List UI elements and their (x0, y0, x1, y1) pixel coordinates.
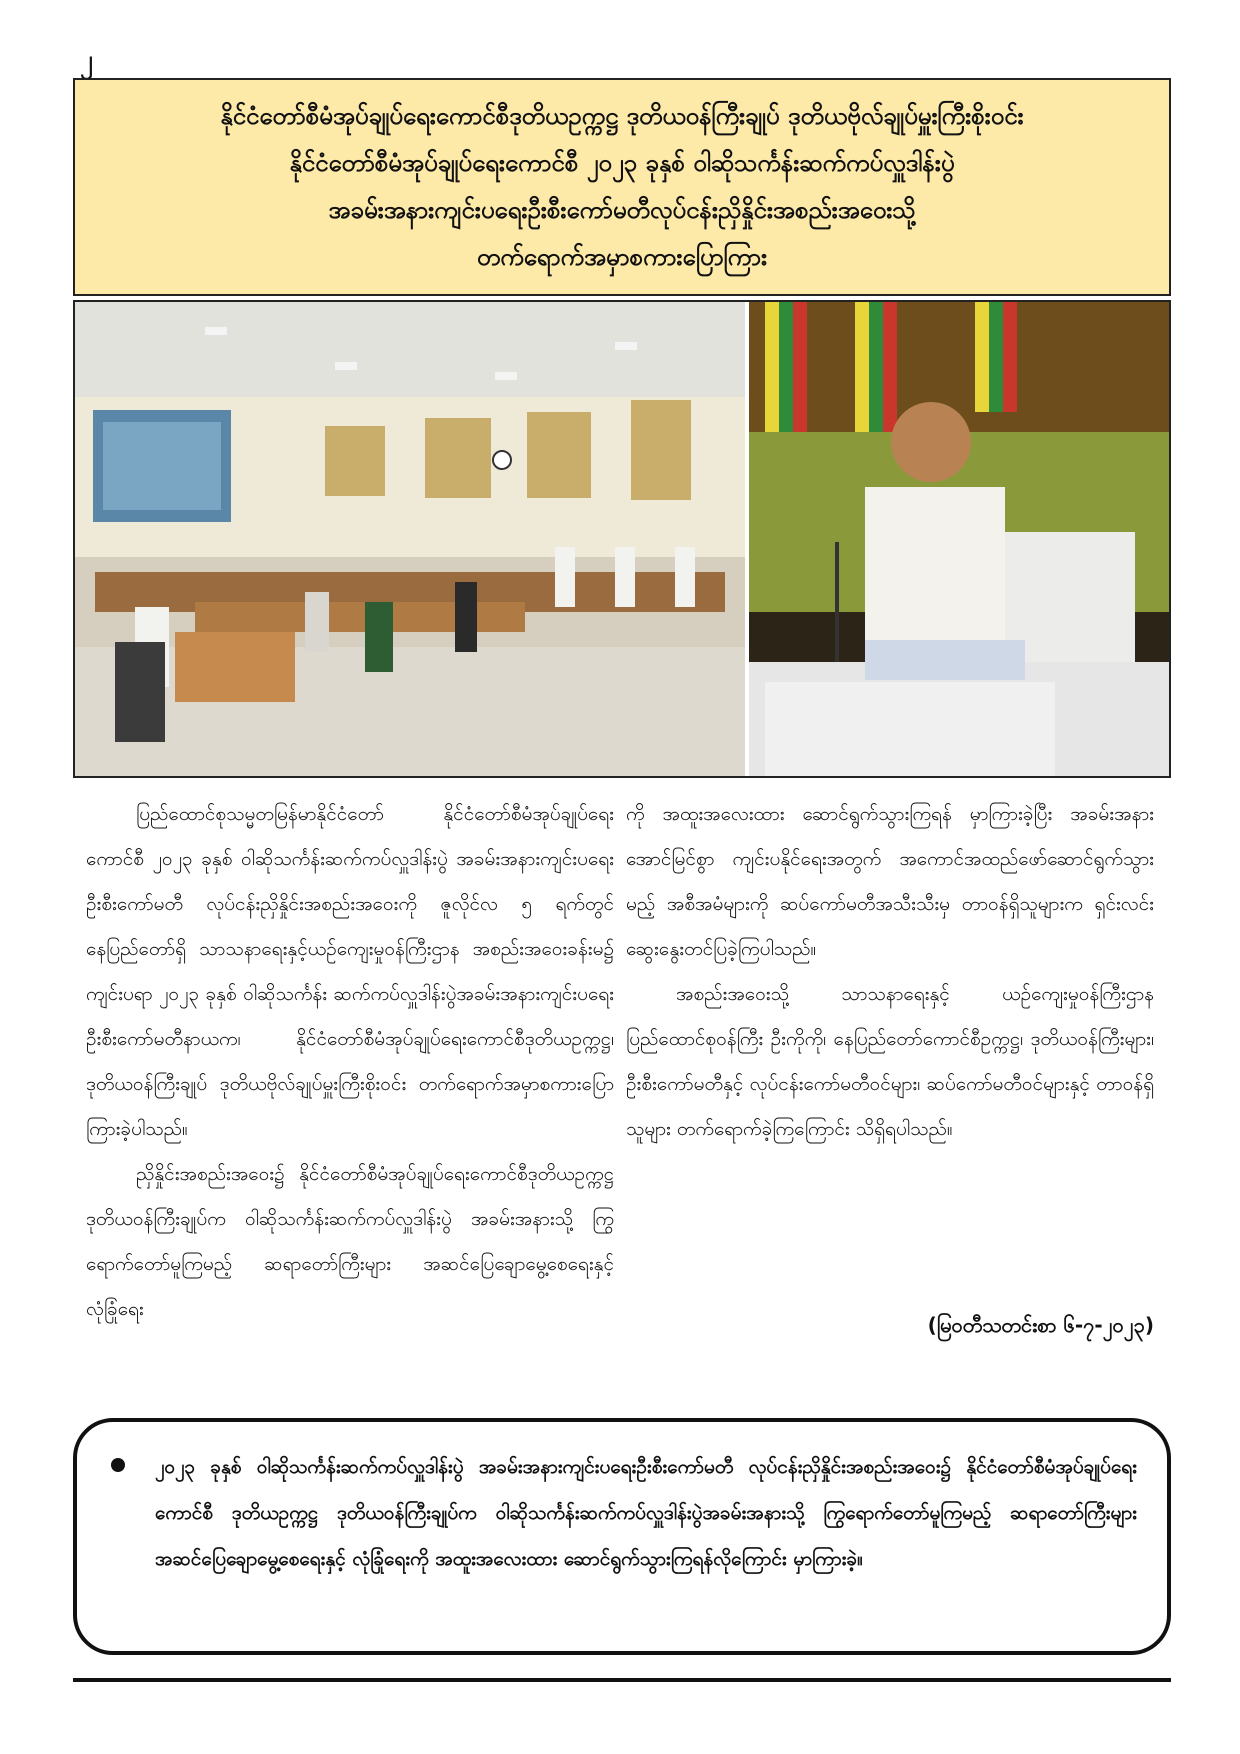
article-paragraph-2: ညှိနှိုင်းအစည်းအဝေး၌ နိုင်ငံတော်စီမံအုပ်ချုပ်ရေးကောင်စီဒုတိယဥက္ကဋ္ဌ ဒုတိယဝန်ကြီးချုပ်က ဝါဆိုသင်္ကန်းဆက်ကပ်လှူဒါန်းပွဲ အခမ်းအနားသို့ ကြွရောက်တော်မူကြမည့် ဆရာတော်ကြီးများ အဆင်ပြေချောမွေ့စေရေးနှင့် လုံခြုံရေး (86, 1163, 614, 1320)
speaker-photo (749, 302, 1169, 776)
meeting-hall-photo (75, 302, 745, 776)
article-column-left (86, 792, 614, 1332)
page-number: ၂ (80, 45, 93, 75)
article-paragraph-1: ပြည်ထောင်စုသမ္မတမြန်မာနိုင်ငံတော် နိုင်ငံတော်စီမံအုပ်ချုပ်ရေးကောင်စီ ၂၀၂၃ ခုနှစ် ဝါဆိုသင်္ကန်းဆက်ကပ်လှူဒါန်းပွဲ အခမ်းအနားကျင်းပရေးဦးစီးကော်မတီ လုပ်ငန်းညှိနှိုင်းအစည်းအဝေးကို ဇူလိုင်လ ၅ ရက်တွင် နေပြည်တော်ရှိ သာသနာရေးနှင့်ယဉ်ကျေးမှုဝန်ကြီးဌာန အစည်းအဝေးခန်းမ၌ ကျင်းပရာ ၂၀၂၃ ခုနှစ် ဝါဆိုသင်္ကန်း ဆက်ကပ်လှူဒါန်းပွဲအခမ်းအနားကျင်းပရေး ဦးစီးကော်မတီနာယက၊ နိုင်ငံတော်စီမံအုပ်ချုပ်ရေးကောင်စီဒုတိယဥက္ကဋ္ဌ၊ ဒုတိယဝန်ကြီးချုပ် ဒုတိယဗိုလ်ချုပ်မှူးကြီးစိုးဝင်း တက်ရောက်အမှာစကားပြောကြားခဲ့ပါသည်။ (86, 803, 614, 1140)
headline-line-1: နိုင်ငံတော်စီမံအုပ်ချုပ်ရေးကောင်စီဒုတိယဥက္ကဋ္ဌ ဒုတိယဝန်ကြီးချုပ် ဒုတိယဗိုလ်ချုပ်မှူးကြီးစိုးဝင်း (220, 102, 1024, 130)
headline-line-2: နိုင်ငံတော်စီမံအုပ်ချုပ်ရေးကောင်စီ ၂၀၂၃ ခုနှစ် ဝါဆိုသင်္ကန်းဆက်ကပ်လှူဒါန်းပွဲ (289, 149, 955, 177)
news-source: (မြဝတီသတင်းစာ ၆-၇-၂၀၂၃) (927, 1313, 1154, 1337)
article-column-right (626, 792, 1154, 1152)
headline-line-3: အခမ်းအနားကျင်းပရေးဦးစီးကော်မတီလုပ်ငန်းညှိနှိုင်းအစည်းအဝေးသို့ (328, 196, 916, 224)
bottom-divider (73, 1678, 1171, 1682)
summary-box (73, 1418, 1171, 1655)
article-paragraph-3: ကို အထူးအလေးထား ဆောင်ရွက်သွားကြရန် မှာကြားခဲ့ပြီး အခမ်းအနားအောင်မြင်စွာ ကျင်းပနိုင်ရေးအတွက် အကောင်အထည်ဖော်ဆောင်ရွက်သွားမည့် အစီအမံများကို ဆပ်ကော်မတီအသီးသီးမှ တာဝန်ရှိသူများက ရှင်းလင်းဆွေးနွေးတင်ပြခဲ့ကြပါသည်။ (626, 803, 1154, 960)
news-photos (73, 300, 1171, 778)
bullet-dot-icon (111, 1458, 125, 1472)
article-paragraph-4: အစည်းအဝေးသို့ သာသနာရေးနှင့် ယဉ်ကျေးမှုဝန်ကြီးဌာန ပြည်ထောင်စုဝန်ကြီး ဦးကိုကို၊ နေပြည်တော်ကောင်စီဥက္ကဋ္ဌ၊ ဒုတိယဝန်ကြီးများ၊ ဦးစီးကော်မတီနှင့် လုပ်ငန်းကော်မတီဝင်များ၊ ဆပ်ကော်မတီဝင်များနှင့် တာဝန်ရှိသူများ တက်ရောက်ခဲ့ကြကြောင်း သိရှိရပါသည်။ (626, 983, 1154, 1140)
photo-collage (75, 302, 1169, 776)
headline-box (73, 78, 1171, 296)
summary-text: ၂၀၂၃ ခုနှစ် ဝါဆိုသင်္ကန်းဆက်ကပ်လှူဒါန်းပွဲ အခမ်းအနားကျင်းပရေးဦးစီးကော်မတီ လုပ်ငန်းညှိနှိုင်းအစည်းအဝေး၌ နိုင်ငံတော်စီမံအုပ်ချုပ်ရေးကောင်စီ ဒုတိယဥက္ကဋ္ဌ ဒုတိယဝန်ကြီးချုပ်က ဝါဆိုသင်္ကန်းဆက်ကပ်လှူဒါန်းပွဲအခမ်းအနားသို့ ကြွရောက်တော်မူကြမည့် ဆရာတော်ကြီးများ အဆင်ပြေချောမွေ့စေရေးနှင့် လုံခြုံရေးကို အထူးအလေးထား ဆောင်ရွက်သွားကြရန်လိုကြောင်း မှာကြားခဲ့။ (155, 1456, 1137, 1570)
headline-line-4: တက်ရောက်အမှာစကားပြောကြား (476, 243, 768, 271)
